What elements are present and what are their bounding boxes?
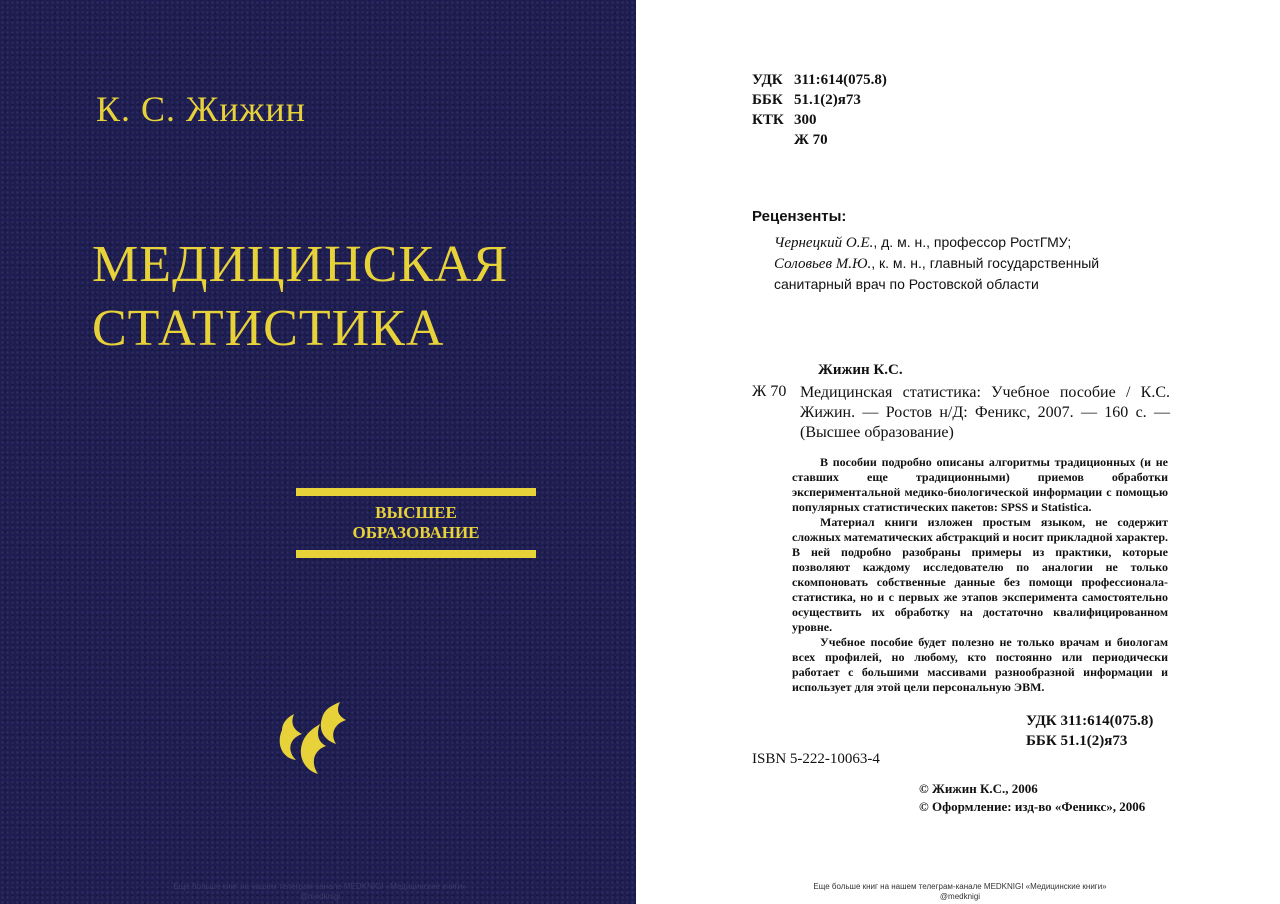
copyright-block [919,780,1145,816]
series-bar-bottom [296,550,536,558]
phoenix-publisher-logo-icon [272,700,356,780]
copyright-publisher: © Оформление: изд-во «Феникс», 2006 [919,799,1146,814]
bbk-bottom: ББК 51.1(2)я73 [1026,733,1128,749]
code-key: ББК [752,92,783,108]
reviewer-2-name: Соловьев М.Ю. [774,256,872,272]
udk-bottom: УДК 311:614(075.8) [1026,713,1154,729]
page-footer-watermark [760,882,1160,902]
cover-footer-line2: @medknigi [299,892,341,901]
reviewer-2-details: , к. м. н., главный государственный санитарный врач по Ростовской области [774,255,1100,292]
code-row-udk [752,70,887,90]
classification-codes-bottom [1026,711,1153,751]
cover-footer-watermark [140,882,500,902]
cover-title [92,233,508,361]
reviewer-2 [774,253,1174,294]
code-row-author-mark [752,130,887,150]
entry-code: Ж 70 [752,383,787,400]
series-line2: ОБРАЗОВАНИЕ [352,523,480,542]
code-value: 300 [794,112,817,128]
code-value: 311:614(075.8) [794,72,887,88]
cover-footer-line1: Еще больше книг на нашем телеграм-канале MEDKNIGI «Медицинские книги» [173,882,467,891]
code-key: УДК [752,72,783,88]
series-label [296,503,536,543]
series-line1: ВЫСШЕЕ [375,503,457,522]
page-footer-line1: Еще больше книг на нашем телеграм-канале MEDKNIGI «Медицинские книги» [813,882,1107,891]
reviewer-1-name: Чернецкий О.Е. [774,235,874,251]
reviewer-1 [774,232,1174,253]
cover-title-line2: СТАТИСТИКА [92,300,445,357]
abstract [792,455,1168,695]
entry-author: Жижин К.С. [818,362,903,378]
code-row-bbk [752,90,887,110]
classification-codes [752,70,887,150]
imprint-page [640,0,1280,904]
copyright-author: © Жижин К.С., 2006 [919,781,1038,796]
abstract-paragraph: Материал книги изложен простым языком, не содержит сложных математических абстракций и носит прикладной характер. В ней подробно разобраны примеры из практики, которые позволяют каждому исследователю по аналогии не только скомпоновать собственные данные без помощи профессионала-статистика, но и с первых же этапов эксперимента самостоятельно осуществить их обработку на достаточно квалифицированном уровне. [792,515,1168,634]
abstract-paragraph: В пособии подробно описаны алгоритмы традиционных (и не ставших еще традиционными) приемов обработки экспериментальной медико-биологической информации с помощью популярных статистических пакетов: SPSS и Statistica. [792,455,1168,514]
page-footer-line2: @medknigi [939,892,981,901]
code-key [752,130,794,150]
series-bar-top [296,488,536,496]
cover-author: К. С. Жижин [96,89,306,129]
code-value: Ж 70 [794,132,828,148]
cover-title-line1: МЕДИЦИНСКАЯ [92,236,509,293]
book-cover [0,0,636,904]
bibliographic-entry: Медицинская статистика: Учебное пособие / К.С. Жижин. — Ростов н/Д: Феникс, 2007. — 160 с. — (Высшее образование) [800,384,1170,441]
reviewers-label: Рецензенты: [752,208,847,225]
abstract-paragraph: Учебное пособие будет полезно не только врачам и биологам всех профилей, но любому, кто постоянно или периодически работает с большими массивами разнообразной информации и использует для этой цели персональную ЭВМ. [792,635,1168,694]
code-row-ktk [752,110,887,130]
code-value: 51.1(2)я73 [794,92,861,108]
isbn: ISBN 5-222-10063-4 [752,751,880,767]
reviewer-1-details: , д. м. н., профессор РостГМУ; [873,234,1072,250]
reviewers-list [774,232,1174,294]
code-key: КТК [752,112,784,128]
